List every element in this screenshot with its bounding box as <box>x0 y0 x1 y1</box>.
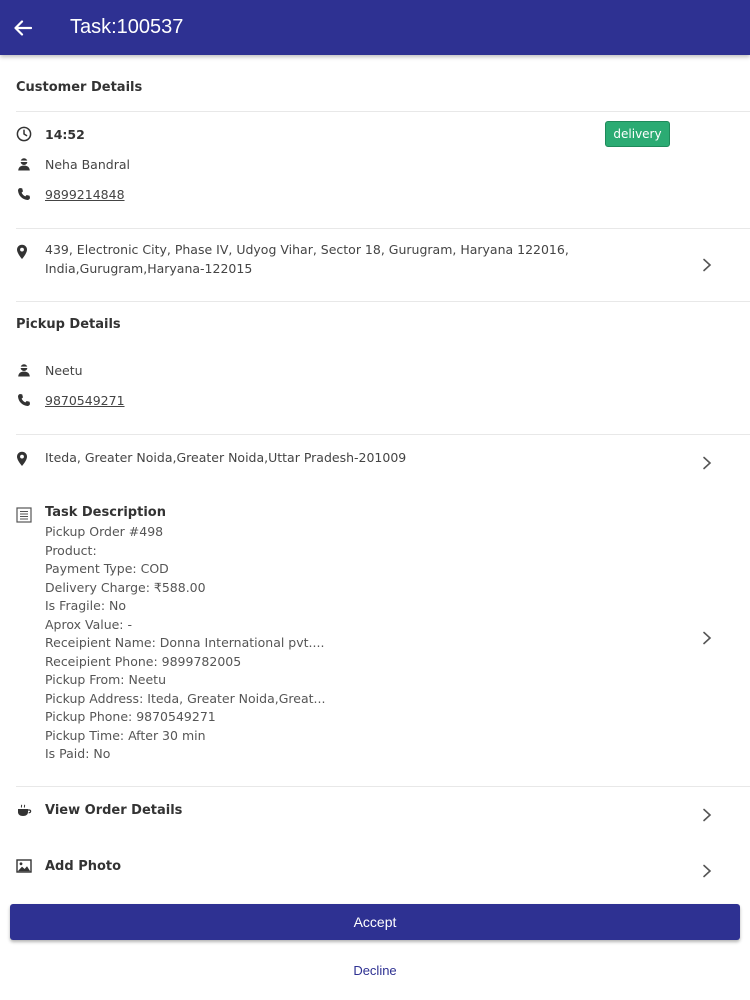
pickup-address[interactable]: Iteda, Greater Noida,Greater Noida,Uttar Pradesh-201009 <box>45 450 407 465</box>
task-description-line: Receipient Name: Donna International pvt.... <box>45 635 325 650</box>
list-icon <box>16 507 32 527</box>
map-pin-icon <box>16 244 28 264</box>
task-description-line: Is Fragile: No <box>45 598 127 613</box>
decline-button[interactable]: Decline <box>10 955 740 985</box>
task-description-line: Receipient Phone: 9899782005 <box>45 653 242 669</box>
delivery-time: 14:52 <box>45 126 85 142</box>
person-icon <box>16 362 32 378</box>
customer-phone-row <box>16 186 125 202</box>
task-description-line: Pickup From: Neetu <box>45 672 167 687</box>
task-description-line: Pickup Address: Iteda, Greater Noida,Great... <box>45 690 326 706</box>
customer-details-title: Customer Details <box>16 80 143 95</box>
pickup-phone-link[interactable]: 9870549271 <box>45 392 125 408</box>
task-description-line: Pickup Order #498 <box>45 524 164 539</box>
customer-phone-link[interactable]: 9899214848 <box>45 186 125 202</box>
pickup-name-row <box>16 362 83 378</box>
image-icon <box>16 858 32 874</box>
add-photo-label: Add Photo <box>45 858 122 874</box>
back-button[interactable] <box>0 0 46 55</box>
task-description-line: Aprox Value: - <box>45 616 133 632</box>
customer-time-row <box>16 126 85 142</box>
status-badge: delivery <box>605 121 670 147</box>
chevron-right-icon[interactable] <box>700 863 714 879</box>
clock-icon <box>16 126 32 142</box>
coffee-cup-icon <box>16 802 32 818</box>
customer-address-line1: 439, Electronic City, Phase IV, Udyog Vihar, Sector 18, Gurugram, Haryana 122016, <box>45 242 569 257</box>
app-bar <box>0 0 750 55</box>
chevron-right-icon[interactable] <box>700 807 714 823</box>
divider <box>16 434 750 435</box>
divider <box>16 301 750 302</box>
pickup-phone-row <box>16 392 125 408</box>
divider <box>16 786 750 787</box>
divider <box>16 228 750 229</box>
view-order-details-label: View Order Details <box>45 802 183 818</box>
phone-icon <box>16 392 32 408</box>
customer-address-line2: India,Gurugram,Haryana-122015 <box>45 260 253 276</box>
person-icon <box>16 156 32 172</box>
pickup-name: Neetu <box>45 362 83 378</box>
task-description-lines[interactable] <box>45 523 325 764</box>
view-order-details-item[interactable] <box>16 802 182 818</box>
task-description-line: Delivery Charge: ₹588.00 <box>45 579 206 595</box>
divider <box>16 111 750 112</box>
customer-name-row <box>16 156 130 172</box>
add-photo-item[interactable] <box>16 858 121 874</box>
chevron-right-icon[interactable] <box>700 257 714 273</box>
phone-icon <box>16 186 32 202</box>
task-description-line: Pickup Phone: 9870549271 <box>45 709 216 724</box>
map-pin-icon <box>16 451 28 471</box>
chevron-right-icon[interactable] <box>700 455 714 471</box>
pickup-details-title: Pickup Details <box>16 317 121 332</box>
task-description-line: Pickup Time: After 30 min <box>45 727 206 743</box>
customer-address[interactable] <box>45 241 569 278</box>
accept-button[interactable]: Accept <box>10 904 740 940</box>
arrow-left-icon <box>14 20 32 36</box>
chevron-right-icon[interactable] <box>700 630 714 646</box>
task-description-title: Task Description <box>45 505 166 520</box>
task-description-line: Payment Type: COD <box>45 561 169 576</box>
page-title: Task:100537 <box>70 16 184 38</box>
task-description-line: Is Paid: No <box>45 746 111 761</box>
task-description-line: Product: <box>45 542 97 558</box>
customer-name: Neha Bandral <box>45 156 130 172</box>
